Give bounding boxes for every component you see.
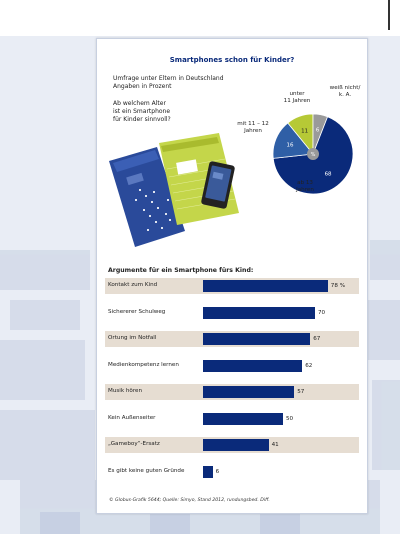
pie-label-11to12 — [229, 121, 277, 134]
bar-mark — [203, 280, 328, 292]
pie-label-under11-line2: 11 Jahren — [283, 97, 311, 104]
bar-mark — [203, 466, 213, 478]
bar-mark — [203, 307, 315, 319]
bar-mark — [203, 439, 269, 451]
infographic-card — [96, 38, 368, 514]
bar-category-label: Sichererer Schulweg — [108, 308, 166, 315]
bar-category-label: Kein Außenseiter — [108, 414, 156, 421]
top-strip — [0, 0, 400, 36]
notebooks-phone-illustration — [107, 129, 257, 254]
source-note: © Globus-Grafik 5644; Quelle: Simyo, Stand 2012, rundungsbed. Diff. — [109, 498, 270, 503]
bar-mark — [203, 333, 310, 345]
bar-value-label: 62 — [305, 362, 313, 369]
bar-chart-title: Argumente für ein Smartphone fürs Kind: — [108, 267, 254, 274]
survey-info-line2: Angaben in Prozent — [113, 83, 172, 90]
bar-mark — [203, 413, 283, 425]
bar-category-label: Es gibt keine guten Gründe — [108, 467, 185, 474]
bar-value-label: 57 — [297, 389, 305, 395]
survey-info-line1: Umfrage unter Eltern in Deutschland — [113, 75, 224, 82]
pie-value-0: 11 — [301, 128, 309, 135]
pie-label-dontknow-line2: k. A. — [338, 91, 352, 98]
pie-label-11to12-line2: Jahren — [244, 127, 262, 134]
bar-mark — [203, 360, 302, 372]
bar-value-label: 6 — [215, 468, 220, 475]
bar-category-label: Ortung im Notfall — [108, 335, 157, 341]
bar-mark — [203, 386, 294, 398]
bar-value-label: 50 — [286, 415, 294, 422]
pie-label-from13-line1: ab 13 — [297, 180, 313, 186]
bar-value-label: 70 — [318, 309, 326, 316]
bar-category-label: Musik hören — [108, 388, 142, 394]
question-line3: für Kinder sinnvoll? — [113, 116, 171, 123]
pie-label-11to12-line1: mit 11 – 12 — [237, 121, 269, 127]
pie-value-2: 68 — [324, 171, 332, 178]
bar-category-label: Medienkompetenz lernen — [108, 361, 179, 368]
top-divider — [388, 0, 390, 30]
chart-title: Smartphones schon für Kinder? — [169, 56, 295, 64]
bar-category-label: „Gameboy“-Ersatz — [108, 441, 160, 447]
question-line2: ist ein Smartphone — [113, 108, 171, 115]
question-line1: Ab welchem Alter — [113, 100, 166, 107]
bar-value-label: 67 — [313, 336, 321, 342]
pie-label-dontknow — [323, 85, 367, 98]
pie-label-under11 — [275, 91, 319, 104]
bar-category-label: Kontakt zum Kind — [108, 282, 158, 288]
pie-label-under11-line1: unter — [289, 91, 305, 97]
pie-label-from13-line2: Jahren — [296, 186, 314, 193]
pie-label-from13 — [287, 180, 323, 193]
pie-label-dontknow-line1: weiß nicht/ — [329, 85, 361, 91]
pie-value-1: 6 — [315, 127, 320, 134]
pie-value-3: 16 — [286, 142, 294, 149]
bar-value-label: 78 % — [330, 283, 346, 289]
bar-value-label: 41 — [271, 442, 279, 448]
pie-center-symbol: % — [310, 152, 316, 158]
